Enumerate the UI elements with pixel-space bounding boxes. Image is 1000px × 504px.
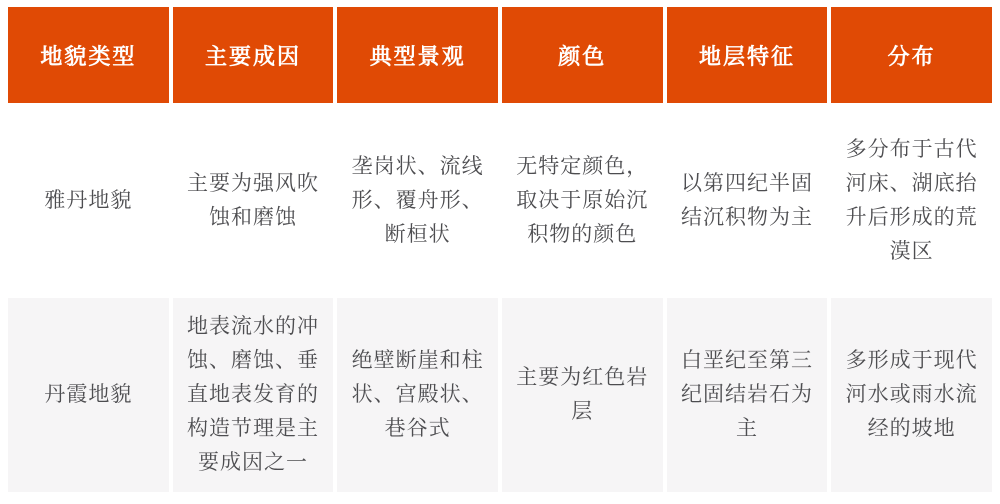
header-typical-landscape: 典型景观 (337, 7, 498, 103)
header-color: 颜色 (502, 7, 663, 103)
header-stratum-features: 地层特征 (667, 7, 828, 103)
landform-comparison-figure (0, 3, 1000, 504)
header-main-cause: 主要成因 (173, 7, 334, 103)
cell-danxia-typical-landscape: 绝壁断崖和柱状、宫殿状、巷谷式 (337, 298, 498, 492)
table-header-row (8, 7, 992, 103)
cell-yardang-typical-landscape: 垄岗状、流线形、覆舟形、断桓状 (337, 107, 498, 294)
cell-danxia-stratum-features: 白垩纪至第三纪固结岩石为主 (667, 298, 828, 492)
table-row-yardang (8, 107, 992, 294)
cell-danxia-main-cause: 地表流水的冲蚀、磨蚀、垂直地表发育的构造节理是主要成因之一 (173, 298, 334, 492)
cell-yardang-stratum-features: 以第四纪半固结沉积物为主 (667, 107, 828, 294)
landform-comparison-table (4, 3, 996, 496)
header-landform-type: 地貌类型 (8, 7, 169, 103)
cell-yardang-main-cause: 主要为强风吹蚀和磨蚀 (173, 107, 334, 294)
cell-danxia-distribution: 多形成于现代河水或雨水流经的坡地 (831, 298, 992, 492)
table-row-danxia (8, 298, 992, 492)
cell-yardang-distribution: 多分布于古代河床、湖底抬升后形成的荒漠区 (831, 107, 992, 294)
cell-danxia-color: 主要为红色岩层 (502, 298, 663, 492)
cell-yardang-type: 雅丹地貌 (8, 107, 169, 294)
cell-danxia-type: 丹霞地貌 (8, 298, 169, 492)
cell-yardang-color: 无特定颜色，取决于原始沉积物的颜色 (502, 107, 663, 294)
header-distribution: 分布 (831, 7, 992, 103)
